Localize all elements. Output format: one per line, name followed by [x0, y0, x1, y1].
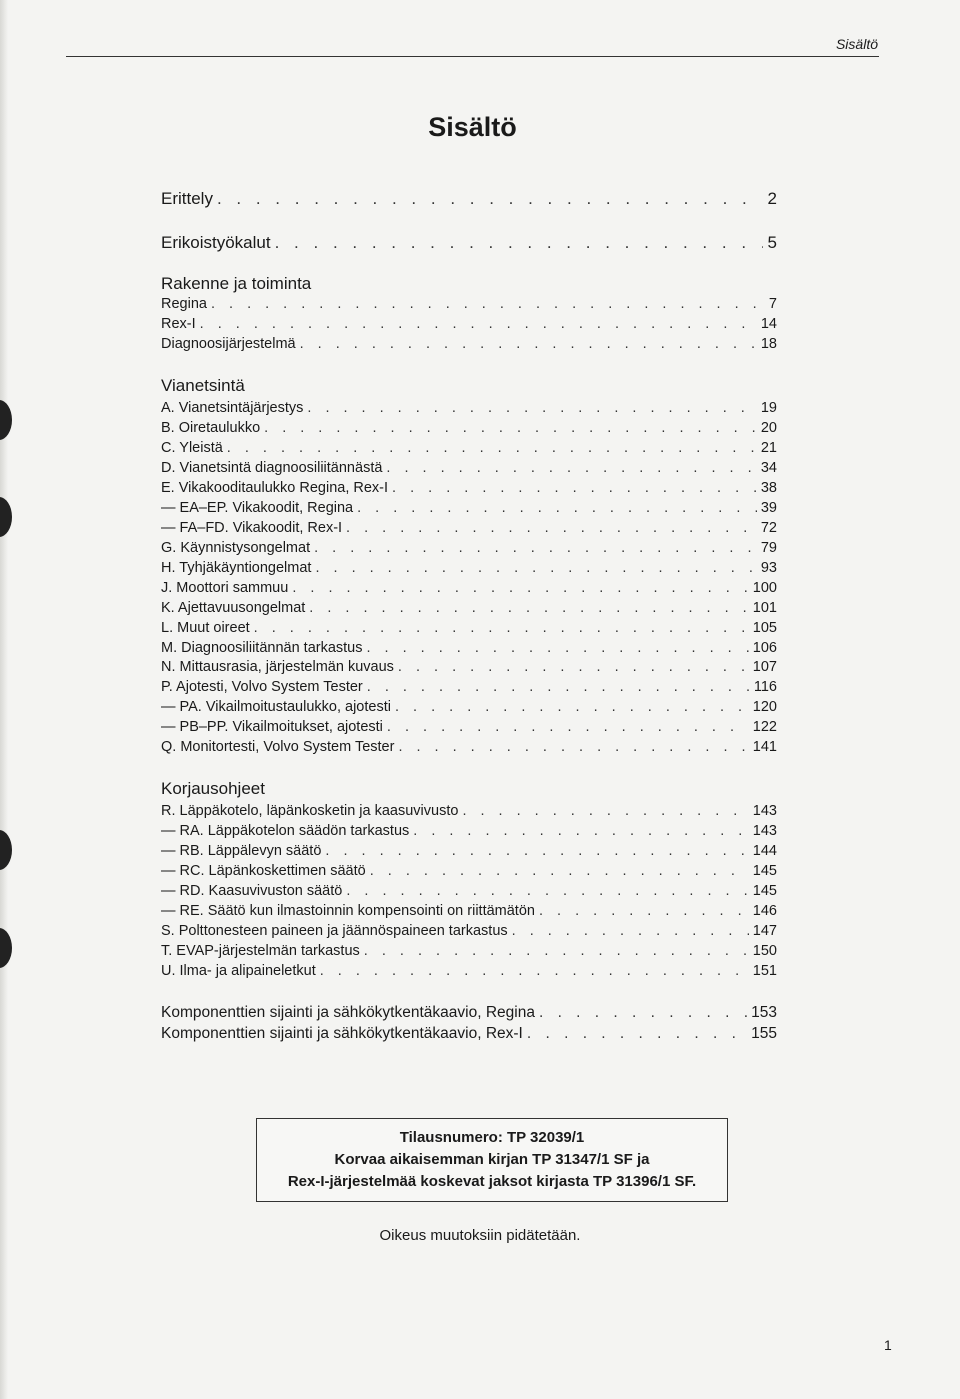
toc-entry-page: 141 [752, 739, 777, 755]
toc-entry-label: Erikoistyökalut [161, 233, 271, 252]
toc-entry[interactable] [161, 597, 777, 617]
toc-entry[interactable] [161, 537, 777, 557]
toc-entry-label: Komponenttien sijainti ja sähkökytkentäkaavio, Regina [161, 1004, 535, 1021]
toc-entry-page: 122 [752, 719, 777, 735]
toc-leader-dots [275, 234, 763, 252]
running-head: Sisältö [835, 36, 878, 52]
toc-entry-label: — PB–PP. Vikailmoitukset, ajotesti [161, 719, 383, 735]
toc-entry[interactable] [161, 1023, 777, 1043]
toc-entry-label: U. Ilma- ja alipaineletkut [161, 963, 316, 979]
toc-entry-label: P. Ajotesti, Volvo System Tester [161, 679, 363, 695]
toc-entry[interactable] [161, 497, 777, 517]
toc-leader-dots [227, 439, 757, 457]
page-title: Sisältö [428, 112, 517, 142]
toc-entry[interactable] [161, 800, 777, 820]
toc-entry[interactable] [161, 637, 777, 657]
toc-leader-dots [292, 579, 748, 597]
toc-leader-dots [264, 419, 757, 437]
toc-entry[interactable] [161, 656, 777, 676]
toc-entry[interactable] [161, 696, 777, 716]
toc-entry-label: H. Tyhjäkäyntiongelmat [161, 560, 312, 576]
toc-entry-page: 106 [752, 640, 777, 656]
section-heading: Korjausohjeet [161, 779, 265, 798]
toc-leader-dots [512, 922, 749, 940]
toc-entry[interactable] [161, 940, 777, 960]
toc-entry-page: 93 [760, 560, 777, 576]
toc-entry-label: G. Käynnistysongelmat [161, 540, 311, 556]
toc-entry-label: — RC. Läpänkoskettimen säätö [161, 863, 366, 879]
toc-leader-dots [211, 295, 763, 313]
toc-entry[interactable] [161, 557, 777, 577]
toc-entry[interactable] [161, 820, 777, 840]
toc-entry-page: 145 [752, 883, 777, 899]
toc-entry[interactable] [161, 397, 777, 417]
toc-entry-label: — RD. Kaasuvivuston säätö [161, 883, 343, 899]
toc-entry[interactable] [161, 920, 777, 940]
toc-entry-page: 153 [751, 1004, 777, 1021]
toc-entry-label: J. Moottori sammuu [161, 580, 289, 596]
toc-entry[interactable] [161, 716, 777, 736]
toc-entry-page: 100 [752, 580, 777, 596]
toc-entry-page: 101 [752, 600, 777, 616]
toc-entry[interactable] [161, 457, 777, 477]
toc-leader-dots [367, 639, 749, 657]
toc-leader-dots [315, 559, 756, 577]
toc-entry-label: C. Yleistä [161, 440, 223, 456]
toc-entry-page: 150 [752, 943, 777, 959]
toc-leader-dots [300, 335, 757, 353]
toc-entry-label: — RA. Läppäkotelon säädön tarkastus [161, 823, 410, 839]
toc-leader-dots [539, 1004, 747, 1022]
toc-entry-page: 19 [760, 400, 777, 416]
toc-entry-page: 107 [752, 659, 777, 675]
replaces-line: Korvaa aikaisemman kirjan TP 31347/1 SF ja [334, 1151, 650, 1168]
toc-leader-dots [395, 698, 749, 716]
toc-leader-dots [346, 882, 748, 900]
toc-entry-page: 39 [760, 500, 777, 516]
toc-entry-page: 120 [752, 699, 777, 715]
toc-entry[interactable] [161, 1002, 777, 1022]
toc-entry-page: 144 [752, 843, 777, 859]
toc-entry-label: B. Oiretaulukko [161, 420, 261, 436]
toc-entry[interactable] [161, 186, 777, 208]
toc-entry[interactable] [161, 417, 777, 437]
toc-entry-page: 79 [760, 540, 777, 556]
toc-entry[interactable] [161, 313, 777, 333]
toc-entry-page: 145 [752, 863, 777, 879]
toc-entry-label: Diagnoosijärjestelmä [161, 336, 296, 352]
toc-entry-page: 147 [752, 923, 777, 939]
toc-entry-page: 14 [760, 316, 777, 332]
toc-leader-dots [309, 599, 749, 617]
toc-leader-dots [357, 499, 757, 517]
toc-leader-dots [413, 822, 749, 840]
toc-entry-label: T. EVAP-järjestelmän tarkastus [161, 943, 360, 959]
toc-entry-page: 146 [752, 903, 777, 919]
toc-leader-dots [217, 190, 763, 208]
toc-entry[interactable] [161, 900, 777, 920]
toc-entry-page: 5 [767, 233, 777, 252]
toc-entry-page: 105 [752, 620, 777, 636]
toc-entry-page: 116 [753, 679, 777, 695]
toc-entry-label: Regina [161, 296, 207, 312]
toc-entry-label: — RE. Säätö kun ilmastoinnin kompensointi on riittämätön [161, 903, 535, 919]
order-number-box [256, 1118, 728, 1202]
toc-entry[interactable] [161, 860, 777, 880]
toc-entry-label: E. Vikakooditaulukko Regina, Rex-I [161, 480, 389, 496]
toc-entry-label: — EA–EP. Vikakoodit, Regina [161, 500, 354, 516]
toc-entry[interactable] [161, 333, 777, 353]
toc-entry-page: 34 [760, 460, 777, 476]
toc-entry[interactable] [161, 577, 777, 597]
toc-leader-dots [346, 519, 757, 537]
toc-entry[interactable] [161, 840, 777, 860]
toc-leader-dots [325, 842, 748, 860]
toc-leader-dots [398, 658, 749, 676]
toc-entry-label: S. Polttonesteen paineen ja jäännöspaineen tarkastus [161, 923, 508, 939]
rights-reserved-note: Oikeus muutoksiin pidätetään. [379, 1227, 581, 1244]
replaces-line: Rex-I-järjestelmää koskevat jaksot kirjasta TP 31396/1 SF. [287, 1173, 697, 1190]
toc-entry[interactable] [161, 230, 777, 252]
toc-entry-label: Q. Monitortesti, Volvo System Tester [161, 739, 395, 755]
toc-entry-page: 18 [760, 336, 777, 352]
toc-entry-page: 2 [767, 189, 777, 208]
section-heading: Vianetsintä [161, 376, 245, 395]
toc-entry-label: R. Läppäkotelo, läpänkosketin ja kaasuvivusto [161, 803, 459, 819]
toc-leader-dots [527, 1025, 747, 1043]
order-number-line: Tilausnumero: TP 32039/1 [399, 1129, 585, 1146]
toc-leader-dots [367, 678, 750, 696]
page-number: 1 [884, 1337, 892, 1353]
toc-entry[interactable] [161, 617, 777, 637]
toc-leader-dots [392, 479, 757, 497]
toc-leader-dots [254, 619, 749, 637]
toc-entry-label: — PA. Vikailmoitustaulukko, ajotesti [161, 699, 391, 715]
toc-entry-label: — RB. Läppälevyn säätö [161, 843, 322, 859]
toc-entry-page: 20 [760, 420, 777, 436]
toc-entry-page: 143 [752, 823, 777, 839]
toc-entry[interactable] [161, 676, 777, 696]
toc-leader-dots [314, 539, 757, 557]
toc-leader-dots [387, 718, 749, 736]
toc-leader-dots [386, 459, 756, 477]
toc-entry[interactable] [161, 517, 777, 537]
toc-entry[interactable] [161, 477, 777, 497]
toc-entry-page: 7 [768, 296, 777, 312]
toc-leader-dots [398, 738, 748, 756]
toc-leader-dots [370, 862, 749, 880]
toc-entry-label: Erittely [161, 189, 213, 208]
section-heading: Rakenne ja toiminta [161, 274, 312, 293]
toc-leader-dots [462, 802, 748, 820]
toc-leader-dots [539, 902, 749, 920]
toc-entry-page: 21 [760, 440, 777, 456]
toc-entry[interactable] [161, 293, 777, 313]
toc-leader-dots [307, 399, 756, 417]
toc-leader-dots [200, 315, 757, 333]
toc-leader-dots [320, 962, 749, 980]
toc-entry-page: 143 [752, 803, 777, 819]
toc-entry-page: 151 [752, 963, 777, 979]
toc-entry-label: K. Ajettavuusongelmat [161, 600, 306, 616]
toc-entry-label: N. Mittausrasia, järjestelmän kuvaus [161, 659, 394, 675]
toc-leader-dots [364, 942, 749, 960]
toc-entry-label: M. Diagnoosiliitännän tarkastus [161, 640, 363, 656]
toc-entry[interactable] [161, 437, 777, 457]
toc-entry-label: A. Vianetsintäjärjestys [161, 400, 304, 416]
toc-entry[interactable] [161, 880, 777, 900]
toc-entry-page: 155 [751, 1025, 777, 1042]
toc-entry-label: — FA–FD. Vikakoodit, Rex-I [161, 520, 343, 536]
toc-entry-page: 72 [760, 520, 777, 536]
toc-entry-page: 38 [760, 480, 777, 496]
toc-entry[interactable] [161, 736, 777, 756]
toc-entry[interactable] [161, 960, 777, 980]
toc-entry-label: Rex-I [161, 316, 196, 332]
toc-entry-label: L. Muut oireet [161, 620, 250, 636]
toc-entry-label: D. Vianetsintä diagnoosiliitännästä [161, 460, 383, 476]
toc-entry-label: Komponenttien sijainti ja sähkökytkentäkaavio, Rex-I [161, 1025, 523, 1042]
